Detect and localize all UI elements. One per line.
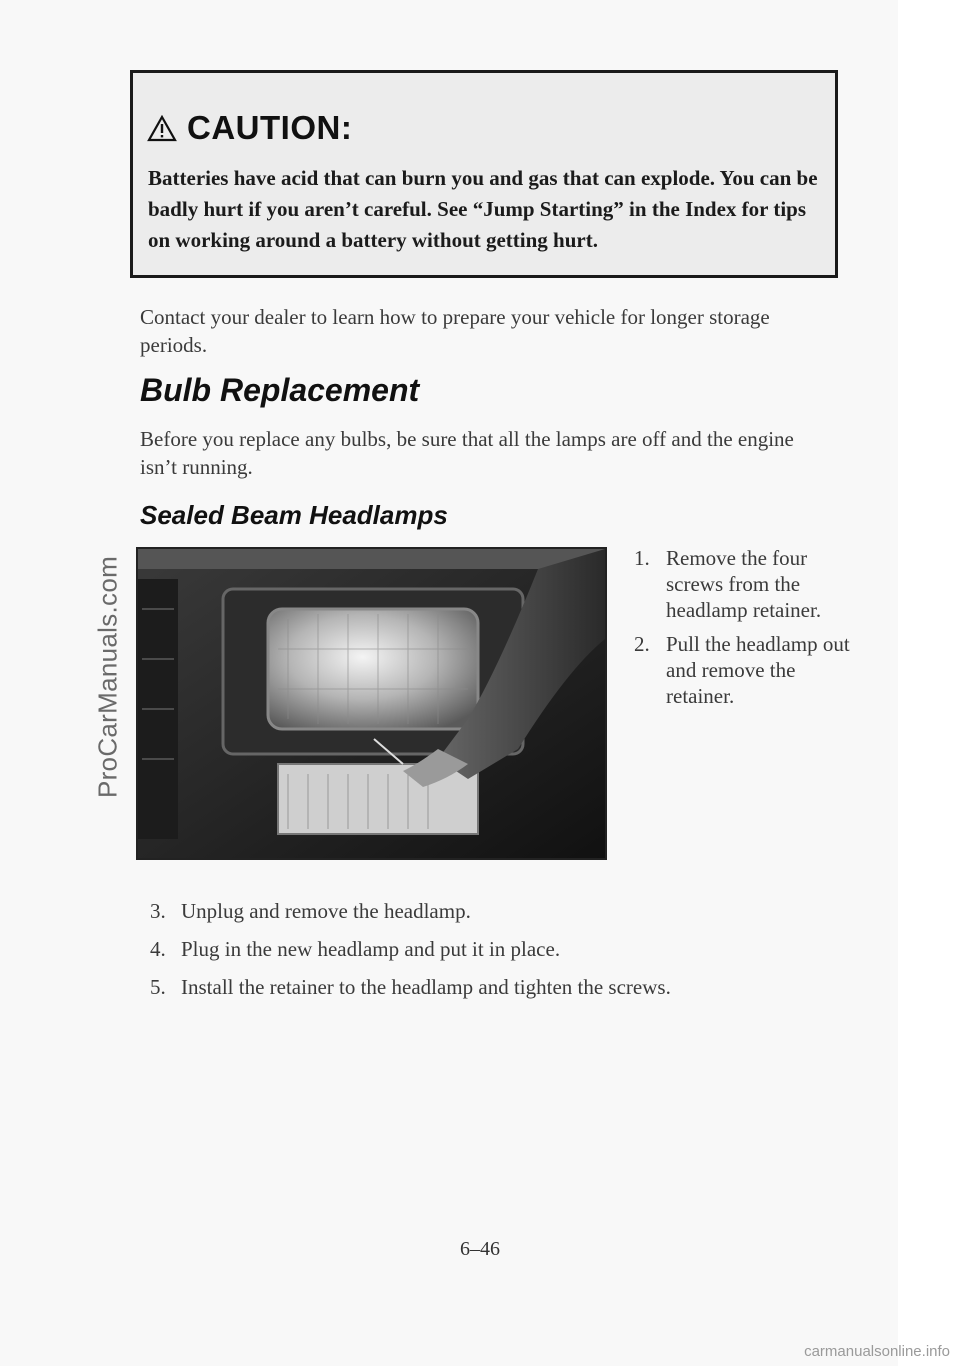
- step-text: Install the retainer to the headlamp and tighten the screws.: [181, 975, 671, 999]
- caution-header: [147, 109, 352, 147]
- list-item: [150, 898, 671, 924]
- section-title: Bulb Replacement: [140, 372, 420, 408]
- list-item: [634, 545, 854, 623]
- steps-list-upper: [634, 545, 854, 717]
- step-number: 3.: [150, 899, 166, 923]
- section-paragraph: Before you replace any bulbs, be sure that all the lamps are off and the engine isn’t running.: [140, 427, 794, 479]
- step-text: Remove the four screws from the headlamp retainer.: [666, 546, 822, 622]
- list-item: [150, 974, 671, 1000]
- step-number: 4.: [150, 937, 166, 961]
- step-text: Unplug and remove the headlamp.: [181, 899, 471, 923]
- caution-title: CAUTION:: [187, 109, 353, 146]
- steps-list-lower: [150, 898, 671, 1012]
- list-item: [150, 936, 671, 962]
- caution-box: [130, 70, 838, 278]
- footer-watermark: carmanualsonline.info: [804, 1343, 950, 1360]
- storage-paragraph: Contact your dealer to learn how to prepare your vehicle for longer storage periods.: [140, 305, 770, 357]
- step-number: 1.: [634, 546, 650, 570]
- list-item: [634, 631, 854, 709]
- page-number: 6–46: [460, 1238, 500, 1260]
- step-text: Pull the headlamp out and remove the retainer.: [666, 632, 850, 708]
- step-number: 2.: [634, 632, 650, 656]
- caution-text: Batteries have acid that can burn you and gas that can explode. You can be badly hurt if you aren’t careful. See “Jump Starting” in the Index for tips on working around a battery without getting hurt.: [148, 166, 818, 252]
- side-watermark: ProCarManuals.com: [92, 555, 123, 799]
- headlamp-photo: [136, 547, 607, 860]
- subsection-title: Sealed Beam Headlamps: [140, 500, 448, 530]
- step-number: 5.: [150, 975, 166, 999]
- headlamp-photo-illustration: [138, 549, 605, 858]
- step-text: Plug in the new headlamp and put it in place.: [181, 937, 561, 961]
- warning-triangle-icon: [147, 115, 177, 142]
